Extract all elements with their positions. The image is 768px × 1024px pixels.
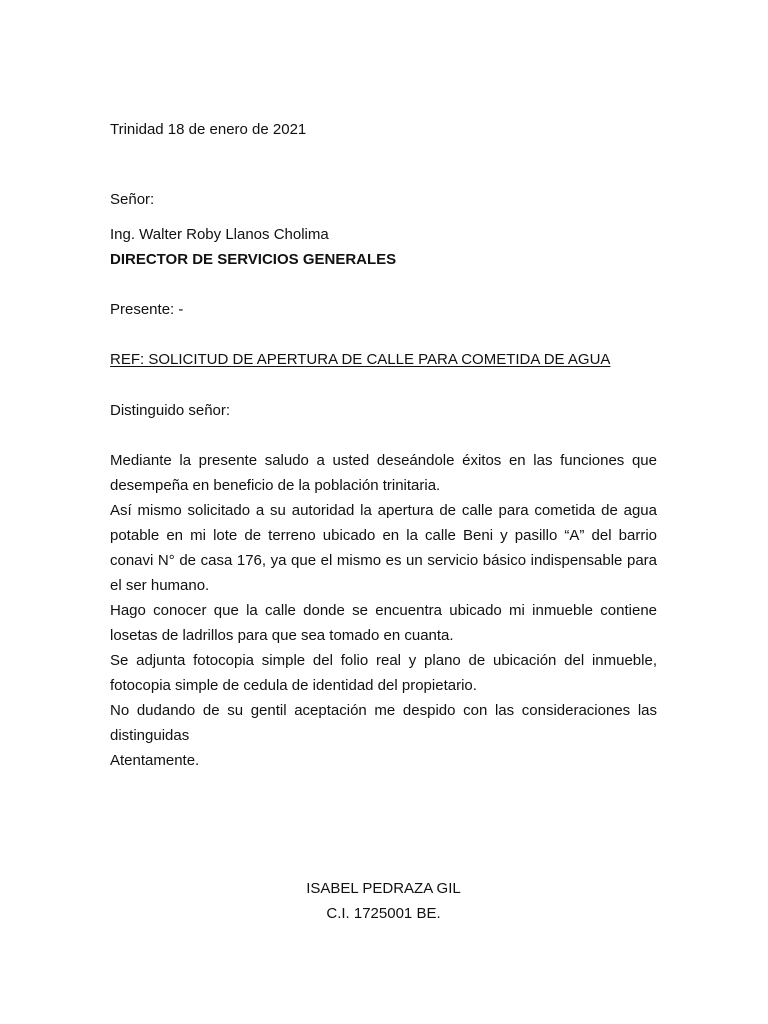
reference-line: REF: SOLICITUD DE APERTURA DE CALLE PARA COMETIDA DE AGUA <box>110 351 611 368</box>
letter-body <box>110 448 657 773</box>
recipient-title: DIRECTOR DE SERVICIOS GENERALES <box>110 251 397 268</box>
presente-line: Presente: - <box>110 301 184 318</box>
closing-line: Atentamente. <box>110 752 200 769</box>
body-paragraph: Hago conocer que la calle donde se encuentra ubicado mi inmueble contiene losetas de ladrillos para que sea tomado en cuanta. <box>110 602 657 644</box>
body-paragraph: Se adjunta fotocopia simple del folio real y plano de ubicación del inmueble, fotocopia simple de cedula de identidad del propietario. <box>110 652 657 694</box>
signature-name: ISABEL PEDRAZA GIL <box>306 880 461 897</box>
signature-id: C.I. 1725001 BE. <box>326 905 441 922</box>
salutation-label: Señor: <box>110 191 155 208</box>
date-line: Trinidad 18 de enero de 2021 <box>110 121 307 138</box>
body-paragraph: Mediante la presente saludo a usted deseándole éxitos en las funciones que desempeña en beneficio de la población trinitaria. <box>110 452 657 494</box>
body-paragraph: Así mismo solicitado a su autoridad la apertura de calle para cometida de agua potable en mi lote de terreno ubicado en la calle Beni y pasillo “A” del barrio conavi N° de casa 176, ya que el mismo es un servicio básico indispensable para el ser humano. <box>110 502 657 594</box>
body-paragraph: No dudando de su gentil aceptación me despido con las consideraciones las distinguidas <box>110 702 657 744</box>
recipient-name: Ing. Walter Roby Llanos Cholima <box>110 226 329 243</box>
greeting-line: Distinguido señor: <box>110 402 231 419</box>
